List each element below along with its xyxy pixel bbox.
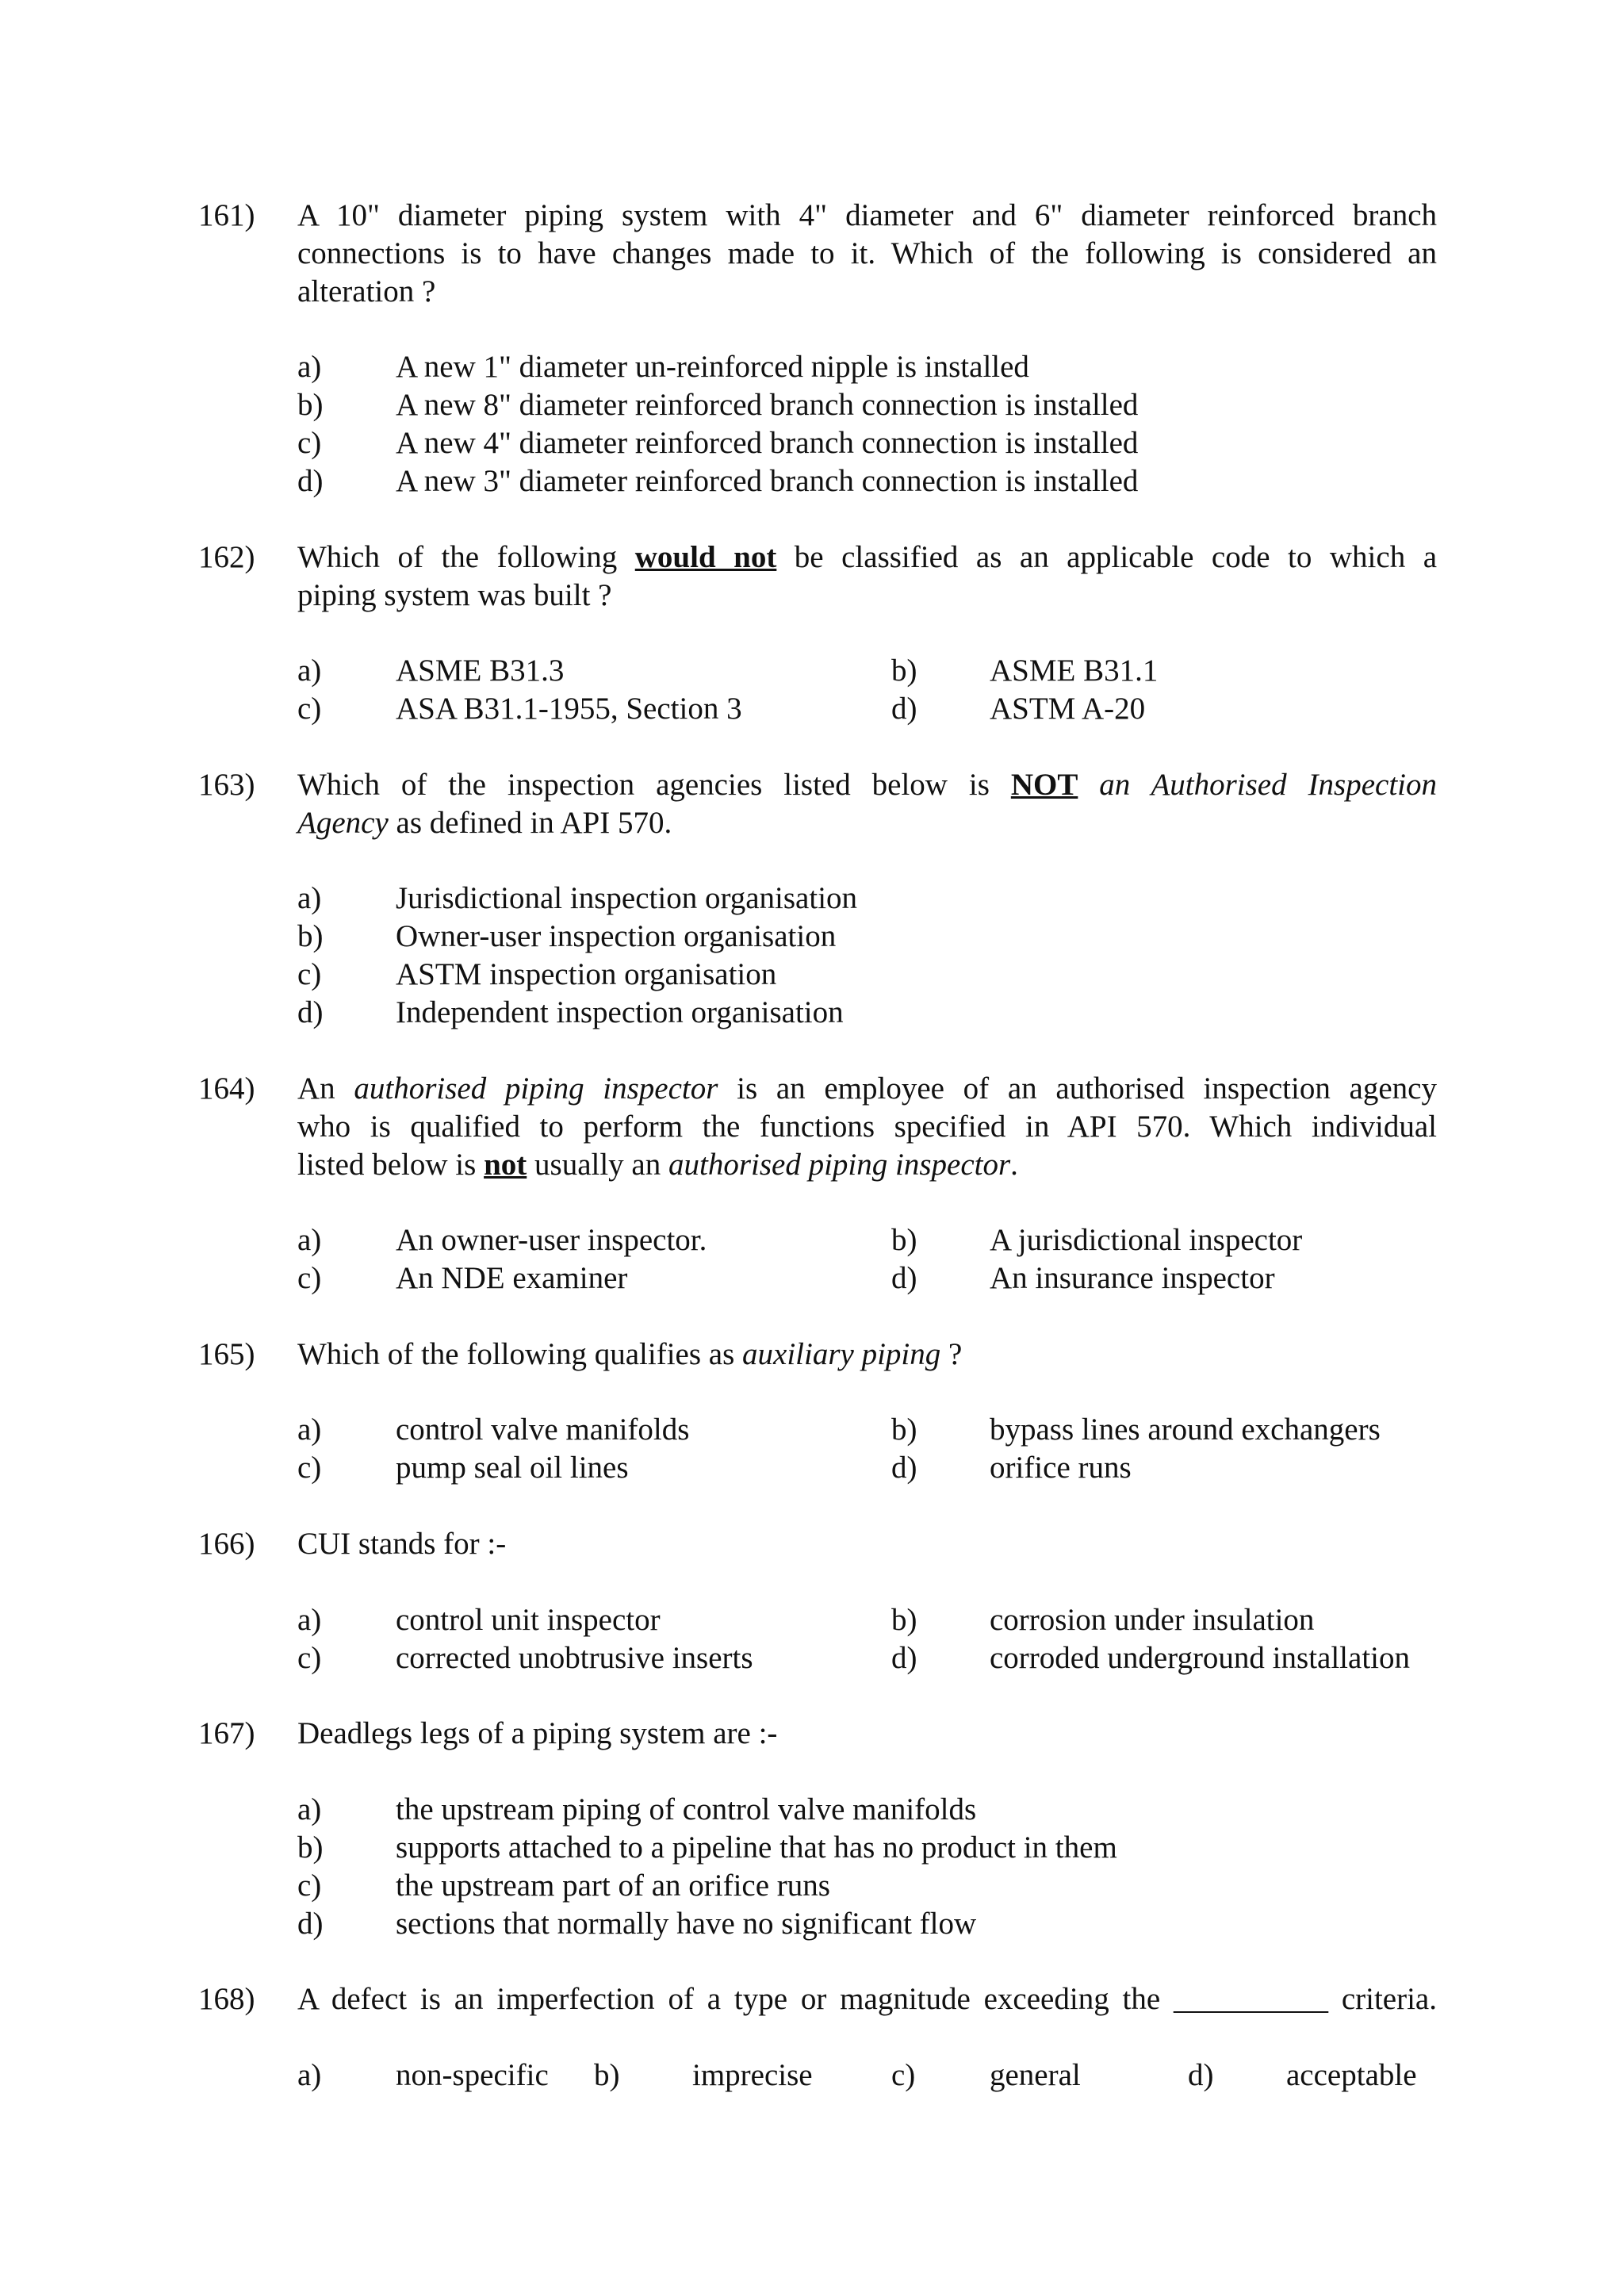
option-letter: b) [297, 1830, 324, 1865]
option-text: acceptable [1286, 2058, 1417, 2092]
option-letter: a) [297, 654, 322, 688]
option-letter: b) [891, 654, 917, 688]
text-run: usually an [527, 1148, 668, 1182]
answer-blank: __________ [1174, 1982, 1328, 2016]
question-text [297, 1336, 1437, 1374]
option-letter: a) [297, 1792, 322, 1826]
option-text: supports attached to a pipeline that has no product in them [396, 1830, 1117, 1865]
option-text: ASTM inspection organisation [396, 957, 777, 991]
question-line: connections is to have changes made to it. Which of the following is considered an [297, 236, 1437, 270]
question-text [297, 1980, 1437, 2018]
option-text: ASTM A-20 [990, 692, 1146, 726]
option-text: A jurisdictional inspector [990, 1223, 1303, 1257]
question-line [297, 1980, 1437, 2018]
option-text: Owner-user inspection organisation [396, 919, 837, 953]
option-text: pump seal oil lines [396, 1451, 629, 1485]
option-letter: a) [297, 1412, 322, 1447]
question-line [297, 539, 1437, 577]
option-text: Independent inspection organisation [396, 995, 844, 1029]
text-run: be classified as an applicable code to which a [776, 540, 1438, 574]
question-line: piping system was built ? [297, 578, 612, 612]
option-text: bypass lines around exchangers [990, 1412, 1381, 1447]
option-letter: b) [297, 388, 324, 422]
emphasis-text: would not [634, 540, 777, 574]
text-run: Which of the inspection agencies listed below is [297, 768, 1011, 802]
question-text [297, 1525, 1437, 1563]
emphasis-text: not [484, 1148, 527, 1182]
question-line: Deadlegs legs of a piping system are :- [297, 1716, 778, 1750]
option-letter: d) [297, 1907, 324, 1941]
option-text: ASME B31.3 [396, 654, 565, 688]
option-letter: d) [891, 1641, 917, 1675]
question-text [297, 539, 1437, 615]
question-number: 167) [198, 1716, 255, 1750]
option-text: general [990, 2058, 1081, 2092]
option-text: A new 8" diameter reinforced branch connection is installed [396, 388, 1139, 422]
question-line: CUI stands for :- [297, 1527, 507, 1561]
question-line: who is qualified to perform the functions specified in API 570. Which individual [297, 1110, 1437, 1144]
option-text: An NDE examiner [396, 1261, 628, 1295]
option-text: orifice runs [990, 1451, 1132, 1485]
option-letter: b) [297, 919, 324, 953]
question-text [297, 1715, 1437, 1753]
option-letter: d) [891, 1451, 917, 1485]
italic-text: an Authorised Inspection [1078, 768, 1437, 802]
question-line: alteration ? [297, 274, 436, 309]
question-line [297, 804, 1437, 842]
option-letter: c) [297, 692, 322, 726]
option-letter: d) [297, 464, 324, 498]
option-text: ASME B31.1 [990, 654, 1159, 688]
option-letter: a) [297, 881, 322, 915]
text-run: is an employee of an authorised inspection agency [718, 1071, 1437, 1106]
option-text: ASA B31.1-1955, Section 3 [396, 692, 742, 726]
option-text: A new 1" diameter un-reinforced nipple is installed [396, 350, 1029, 384]
text-run: as defined in API 570. [388, 806, 672, 840]
option-text: Jurisdictional inspection organisation [396, 881, 858, 915]
question-text [297, 1070, 1437, 1184]
option-letter: a) [297, 350, 322, 384]
question-line [297, 1146, 1437, 1184]
option-letter: c) [297, 1641, 322, 1675]
text-run: listed below is [297, 1148, 485, 1182]
question-number: 164) [198, 1071, 255, 1106]
option-letter: d) [1188, 2058, 1214, 2092]
option-text: non-specific [396, 2058, 549, 2092]
option-text: A new 4" diameter reinforced branch connection is installed [396, 426, 1139, 460]
question-line: A 10" diameter piping system with 4" diameter and 6" diameter reinforced branch [297, 198, 1437, 232]
text-run: Which of the following qualifies as [297, 1337, 743, 1371]
option-letter: c) [891, 2058, 916, 2092]
question-line [297, 1070, 1437, 1108]
text-run: An [297, 1071, 354, 1106]
option-letter: b) [891, 1412, 917, 1447]
option-letter: d) [891, 692, 917, 726]
option-letter: c) [297, 1261, 322, 1295]
text-run: Which of the following [297, 540, 635, 574]
question-text [297, 197, 1437, 311]
option-letter: d) [297, 995, 324, 1029]
option-text: the upstream piping of control valve manifolds [396, 1792, 977, 1826]
option-text: corroded underground installation [990, 1641, 1410, 1675]
option-letter: a) [297, 2058, 322, 2092]
question-number: 162) [198, 540, 255, 574]
option-text: An owner-user inspector. [396, 1223, 707, 1257]
question-number: 163) [198, 768, 255, 802]
italic-text: authorised piping inspector [668, 1148, 1011, 1182]
option-letter: b) [891, 1223, 917, 1257]
question-line [297, 766, 1437, 804]
option-letter: c) [297, 426, 322, 460]
question-number: 168) [198, 1982, 255, 2016]
option-text: sections that normally have no significant flow [396, 1907, 977, 1941]
option-letter: b) [891, 1603, 917, 1637]
option-letter: c) [297, 1869, 322, 1903]
option-letter: c) [297, 957, 322, 991]
text-run: . [1010, 1148, 1018, 1182]
option-text: An insurance inspector [990, 1261, 1275, 1295]
option-text: corrected unobtrusive inserts [396, 1641, 753, 1675]
option-letter: d) [891, 1261, 917, 1295]
option-letter: a) [297, 1223, 322, 1257]
italic-text: auxiliary piping [742, 1337, 941, 1371]
text-run: criteria. [1341, 1982, 1437, 2016]
option-text: A new 3" diameter reinforced branch connection is installed [396, 464, 1139, 498]
option-text: imprecise [692, 2058, 813, 2092]
option-letter: c) [297, 1451, 322, 1485]
italic-text: authorised piping inspector [354, 1071, 718, 1106]
option-text: corrosion under insulation [990, 1603, 1315, 1637]
italic-text: Agency [297, 806, 389, 840]
question-line [297, 1336, 1437, 1374]
question-number: 166) [198, 1527, 255, 1561]
option-text: control valve manifolds [396, 1412, 690, 1447]
option-text: the upstream part of an orifice runs [396, 1869, 830, 1903]
option-letter: b) [594, 2058, 620, 2092]
question-number: 161) [198, 198, 255, 232]
text-run: A defect is an imperfection of a type or magnitude exceeding the [297, 1982, 1161, 2016]
emphasis-text: NOT [1010, 768, 1078, 802]
question-number: 165) [198, 1337, 255, 1371]
option-letter: a) [297, 1603, 322, 1637]
option-text: control unit inspector [396, 1603, 661, 1637]
text-run: ? [940, 1337, 963, 1371]
question-text [297, 766, 1437, 842]
